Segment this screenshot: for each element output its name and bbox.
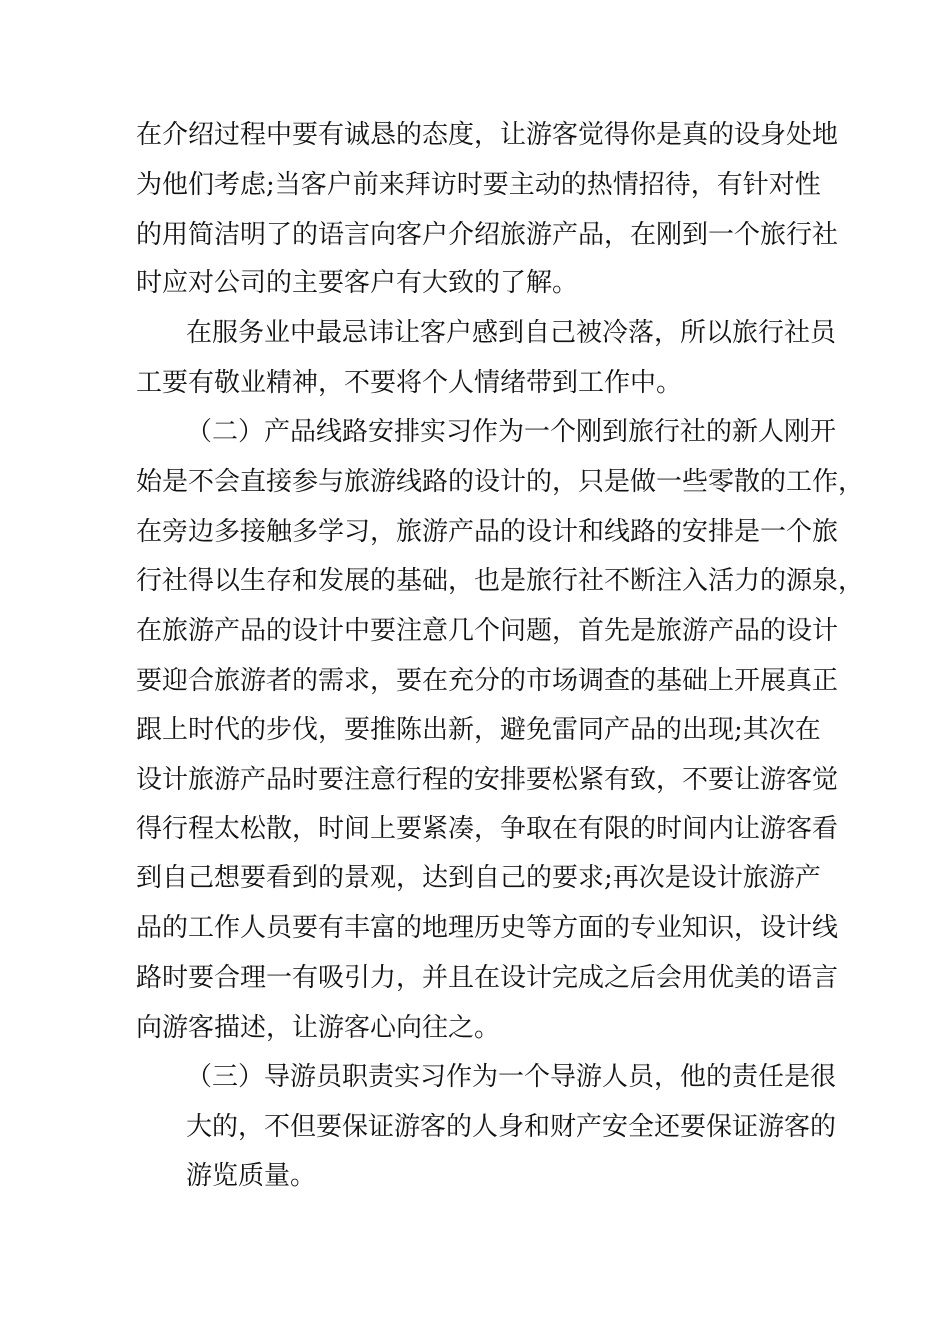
text-line: 行社得以生存和发展的基础，也是旅行社不断注入活力的源泉， xyxy=(136,566,865,596)
text-line: 的用简洁明了的语言向客户介绍旅游产品，在刚到一个旅行社 xyxy=(136,220,839,250)
text-line: 路时要合理一有吸引力，并且在设计完成之后会用优美的语言 xyxy=(136,963,839,993)
text-line: 向游客描述，让游客心向往之。 xyxy=(136,1013,501,1043)
text-line: 到自己想要看到的景观，达到自己的要求;再次是设计旅游产 xyxy=(136,863,821,893)
text-line: 工要有敬业精神，不要将个人情绪带到工作中。 xyxy=(136,368,683,398)
text-line: 为他们考虑;当客户前来拜访时要主动的热情招待，有针对性 xyxy=(136,170,821,200)
text-line: 时应对公司的主要客户有大致的了解。 xyxy=(136,268,579,298)
text-line: 在旅游产品的设计中要注意几个问题，首先是旅游产品的设计 xyxy=(136,616,839,646)
text-line: 品的工作人员要有丰富的地理历史等方面的专业知识，设计线 xyxy=(136,913,839,943)
text-line: 始是不会直接参与旅游线路的设计的，只是做一些零散的工作， xyxy=(136,467,865,497)
text-line: （二）产品线路安排实习作为一个刚到旅行社的新人刚开 xyxy=(186,417,837,447)
text-line: 得行程太松散，时间上要紧凑，争取在有限的时间内让游客看 xyxy=(136,814,839,844)
text-line: 设计旅游产品时要注意行程的安排要松紧有致，不要让游客觉 xyxy=(136,765,839,795)
text-line: 游览质量。 xyxy=(186,1161,317,1191)
text-line: 在服务业中最忌讳让客户感到自己被冷落，所以旅行社员 xyxy=(186,318,837,348)
text-line: 在旁边多接触多学习，旅游产品的设计和线路的安排是一个旅 xyxy=(136,517,839,547)
text-line: 大的，不但要保证游客的人身和财产安全还要保证游客的 xyxy=(186,1112,837,1142)
text-line: （三）导游员职责实习作为一个导游人员，他的责任是很 xyxy=(186,1062,837,1092)
text-line: 跟上时代的步伐，要推陈出新，避免雷同产品的出现;其次在 xyxy=(136,715,821,745)
text-line: 在介绍过程中要有诚恳的态度，让游客觉得你是真的设身处地 xyxy=(136,120,839,150)
text-line: 要迎合旅游者的需求，要在充分的市场调查的基础上开展真正 xyxy=(136,666,839,696)
